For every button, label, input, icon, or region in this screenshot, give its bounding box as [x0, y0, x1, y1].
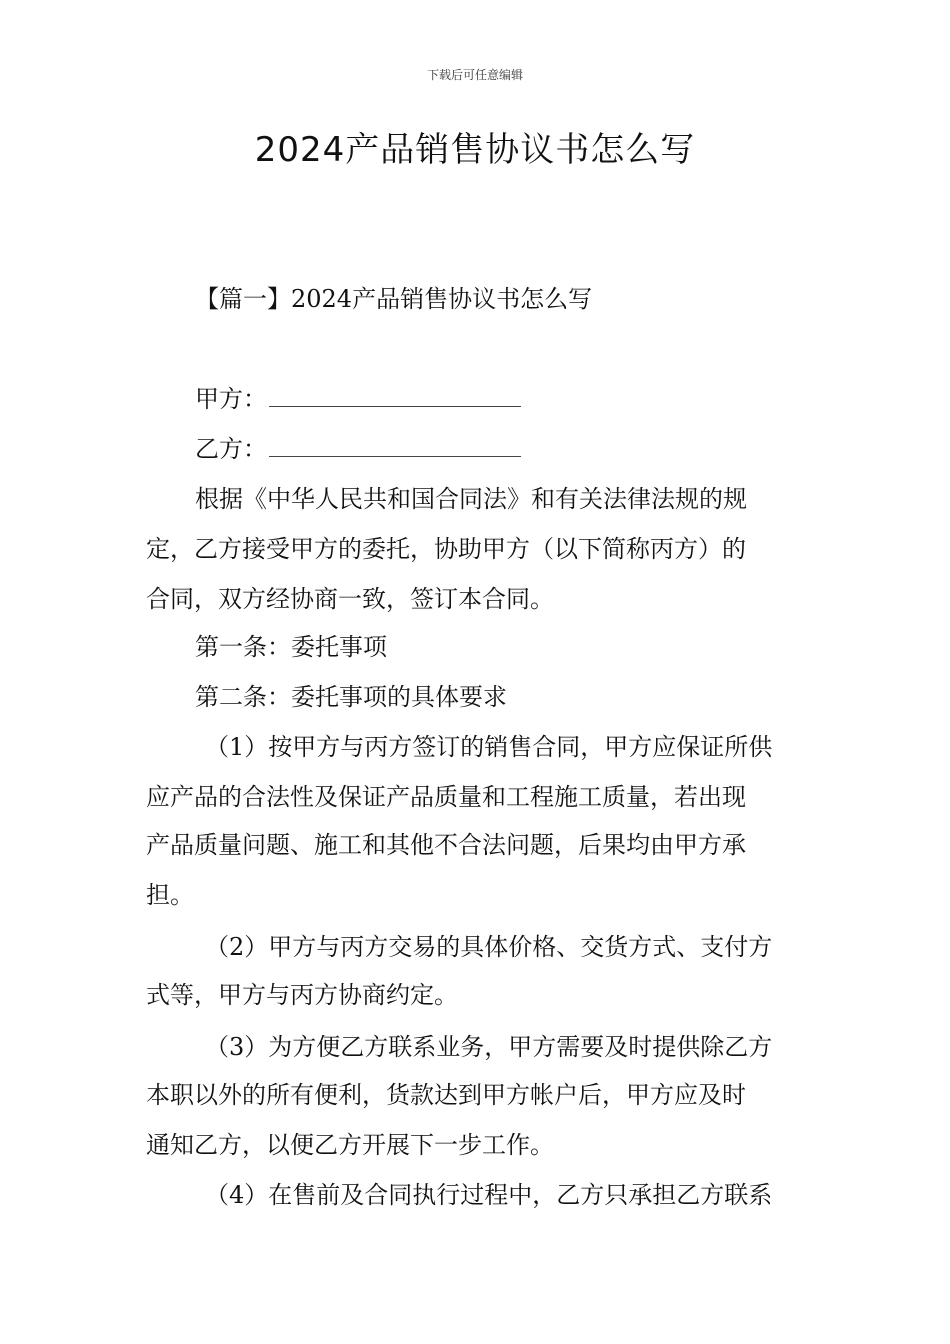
- body-line: （1）按甲方与丙方签订的销售合同，甲方应保证所供: [205, 733, 773, 761]
- body-line: 定，乙方接受甲方的委托，协助甲方（以下简称丙方）的: [146, 535, 746, 563]
- body-line: 根据《中华人民共和国合同法》和有关法律法规的规: [195, 485, 747, 513]
- body-line: 合同，双方经协商一致，签订本合同。: [146, 585, 554, 613]
- article-one-heading: 第一条：委托事项: [195, 633, 387, 661]
- party-a-blank: [269, 390, 521, 407]
- body-line: 通知乙方，以便乙方开展下一步工作。: [146, 1131, 554, 1159]
- document-title: 2024产品销售协议书怎么写: [254, 130, 696, 170]
- body-line: 应产品的合法性及保证产品质量和工程施工质量，若出现: [146, 783, 746, 811]
- body-line: （2）甲方与丙方交易的具体价格、交货方式、支付方: [205, 933, 773, 961]
- body-line: （3）为方便乙方联系业务，甲方需要及时提供除乙方: [205, 1033, 773, 1061]
- party-a-label: 甲方：: [195, 385, 267, 413]
- body-line: 担。: [146, 881, 194, 909]
- body-line: （4）在售前及合同执行过程中，乙方只承担乙方联系: [205, 1181, 773, 1209]
- header-note: 下载后可任意编辑: [426, 68, 523, 82]
- body-line: 式等，甲方与丙方协商约定。: [146, 981, 458, 1009]
- section-heading: 【篇一】2024产品销售协议书怎么写: [195, 285, 593, 313]
- party-b-label: 乙方：: [195, 435, 267, 463]
- body-line: 本职以外的所有便利，货款达到甲方帐户后，甲方应及时: [146, 1081, 746, 1109]
- body-line: 产品质量问题、施工和其他不合法问题，后果均由甲方承: [146, 831, 746, 859]
- party-b-line: [195, 424, 810, 474]
- party-a-line: [195, 374, 810, 424]
- article-two-heading: 第二条：委托事项的具体要求: [195, 683, 507, 711]
- party-b-blank: [269, 440, 521, 457]
